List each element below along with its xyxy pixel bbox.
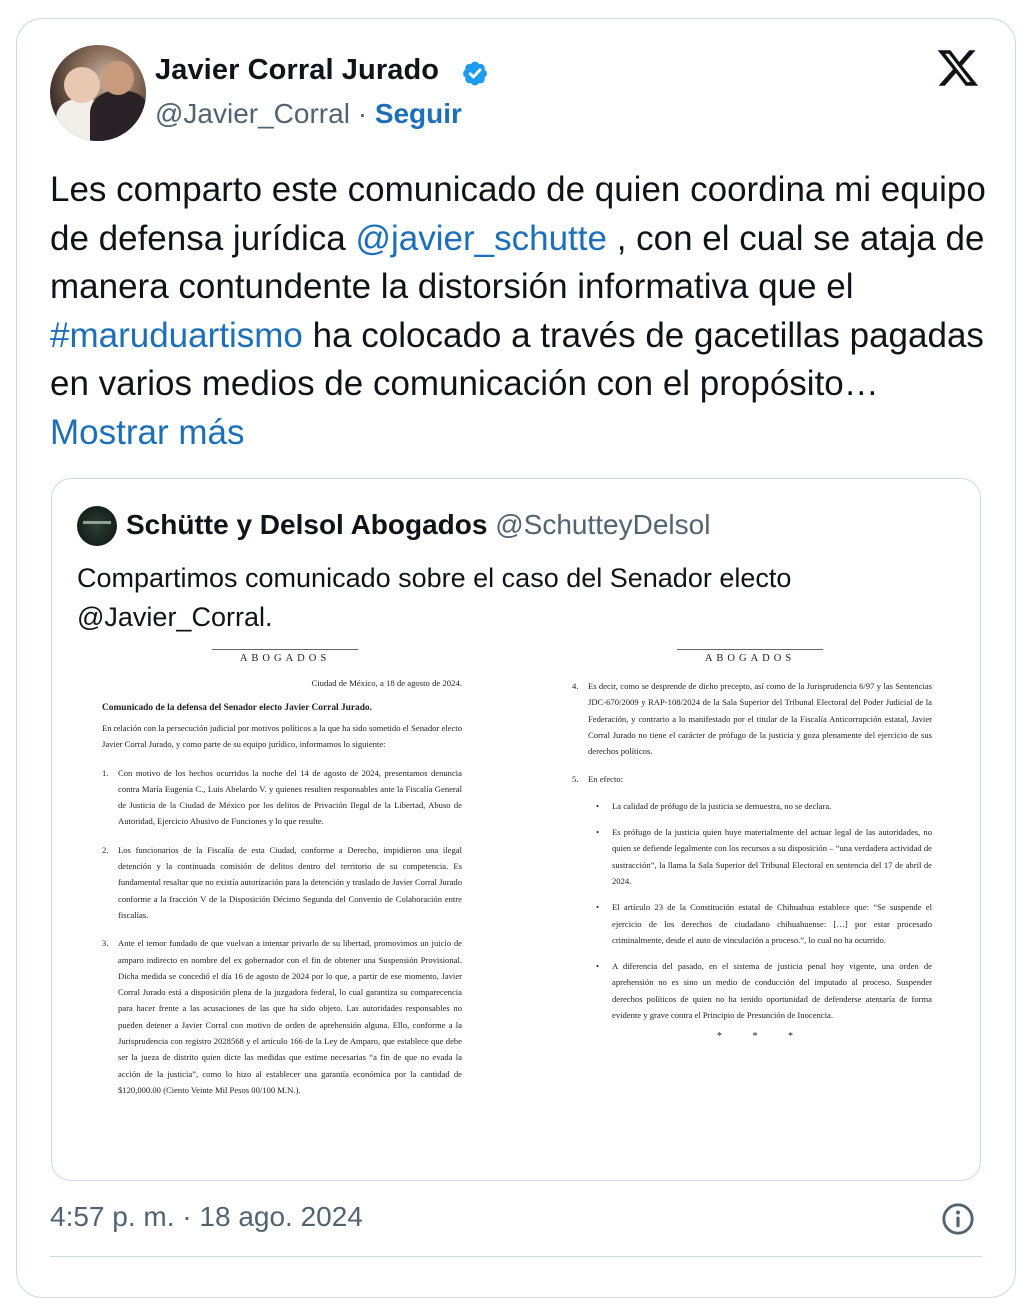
document-title: Comunicado de la defensa del Senador electo Javier Corral Jurado. <box>102 703 372 713</box>
document-brand: ABOGADOS <box>212 649 358 664</box>
document-item: 5. En efecto: <box>572 774 624 785</box>
info-icon[interactable] <box>941 1202 975 1236</box>
hashtag-link[interactable]: #maruduartismo <box>50 315 303 355</box>
document-intro: En relación con la persecución judicial por motivos políticos a la que ha sido sometido el Senador electo Javier Corral Jurado, y como parte de su equipo jurídico, informamos lo siguiente: <box>102 723 462 750</box>
quoted-tweet[interactable] <box>51 478 981 1181</box>
mention-link[interactable]: @javier_schutte <box>355 218 607 258</box>
quote-author-name[interactable]: Schütte y Delsol Abogados <box>126 509 488 540</box>
follow-button[interactable]: Seguir <box>374 98 462 129</box>
document-bullet: • El artículo 23 de la Constitución estatal de Chihuahua establece que: “Se suspende el ejercicio de los derechos de ciudadano chihuahuense: […] por estar procesado criminalmente, desde el auto de vinculación a proceso.”, lo cual no ha ocurrido. <box>572 899 932 948</box>
quote-text: Compartimos comunicado sobre el caso del Senador electo @Javier_Corral. <box>77 563 792 632</box>
author-avatar[interactable] <box>50 45 146 141</box>
handle-separator: · <box>349 98 375 129</box>
author-handle[interactable]: @Javier_Corral <box>155 98 350 129</box>
tweet-timestamp[interactable]: 4:57 p. m. · 18 ago. 2024 <box>50 1201 363 1232</box>
document-end-marks: * * * <box>717 1031 807 1043</box>
document-page-left <box>102 649 462 1098</box>
document-item: 1. Con motivo de los hechos ocurridos la noche del 14 de agosto de 2024, presentamos denuncia contra María Eugenia C., Luis Abelardo V. y quienes resulten responsables ante la Fiscalía General de Justicia de la Ciudad de México por los delitos de Privación Ilegal de la Libertad, Abuso de Autoridad, Ejercicio Abusivo de Funciones y lo que resulte. <box>102 767 462 827</box>
document-date: Ciudad de México, a 18 de agosto de 2024. <box>311 678 462 688</box>
document-bullet: • A diferencia del pasado, en el sistema de justicia penal hoy vigente, una orden de aprehensión no es sino un medio de conducción del imputado al proceso. Suspender derechos políticos de quien no ha tenido oportunidad de defenderse atentaría de forma evidente y grave contra el Principio de Presunción de Inocencia. <box>572 958 932 1023</box>
document-bullet: • Es prófugo de la justicia quien huye materialmente del actuar legal de las autoridades, no quien se defiende legalmente con los recursos a su disposición – “una verdadera actividad de sustracción”, la llama la Sala Superior del Tribunal Electoral en sentencia del 17 de abril de 2024. <box>572 824 932 889</box>
document-bullet: • La calidad de prófugo de la justicia se demuestra, no se declara. <box>572 798 932 814</box>
author-name[interactable]: Javier Corral Jurado <box>155 54 440 86</box>
document-item: 3. Ante el temor fundado de que vuelvan a intentar privarlo de su libertad, promovimos un juicio de amparo indirecto en nombre del ex gobernador con el fin de obtener una Suspensión Provisional. Dicha medida se concedió el día 16 de agosto de 2024 por lo que, a partir de ese momento, Javier Corral Jurado está a disposición plena de la juzgadora federal, lo cual garantiza su comparecencia para hacer frente a las acusaciones de las que ha sido objeto. Las autoridades responsables no pueden detener a Javier Corral con motivo de orden de aprehensión alguna. Ello, conforme a la Jurisprudencia con registro 2028568 y el artículo 166 de la Ley de Amparo, que establece que debe ser la jueza de distrito quien dicte las medidas que estime necesarias “a fin de que no evada la acción de la justicia”, como lo hizo al establecer una garantía económica por la cantidad de $120,000.00 (Ciento Veinte Mil Pesos 00/100 M.N.). <box>102 938 462 1095</box>
x-logo-icon[interactable] <box>935 46 981 90</box>
show-more-link[interactable]: Mostrar más <box>50 412 245 452</box>
footer-divider <box>50 1256 982 1257</box>
quote-author <box>126 509 710 541</box>
author-handle-row <box>155 98 462 130</box>
tweet-text: Les comparto este comunicado de quien coordina mi equipo de defensa jurídica @javier_schutte , con el cual se ataja de manera contundente la distorsión informativa que el #maruduartismo ha colocado a través de gacetillas pagadas en varios medios de comunicación con el propósito… Mostrar más <box>50 170 986 452</box>
document-item: 2. Los funcionarios de la Fiscalía de esta Ciudad, conforme a Derecho, impidieron una ilegal detención y la continuada comisión de delitos dentro del territorio de su competencia. Es fundamental resaltar que no existía autorización para la detención y traslado de Javier Corral Jurado conforme a la fracción V de la Disposición Décimo Segunda del Convenio de Colaboración entre fiscalías. <box>102 844 462 920</box>
verified-badge-icon <box>458 56 492 90</box>
document-page-right <box>572 649 932 1042</box>
document-image[interactable] <box>52 649 981 1169</box>
document-brand-right: ABOGADOS <box>677 649 823 664</box>
quote-avatar[interactable] <box>77 506 117 546</box>
document-item: 4. Es decir, como se desprende de dicho precepto, así como de la Jurisprudencia 6/97 y las Sentencias JDC-670/2009 y RAP-108/2024 de la Sala Superior del Tribunal Electoral del Poder Judicial de la Federación, y contrario a lo manifestado por el titular de la Fiscalía Anticorrupción estatal, Javier Corral Jurado no tiene el carácter de prófugo de la justicia y goza plenamente del ejercicio de sus derechos políticos. <box>572 681 932 757</box>
quote-author-handle[interactable]: @SchutteyDelsol <box>495 509 711 540</box>
